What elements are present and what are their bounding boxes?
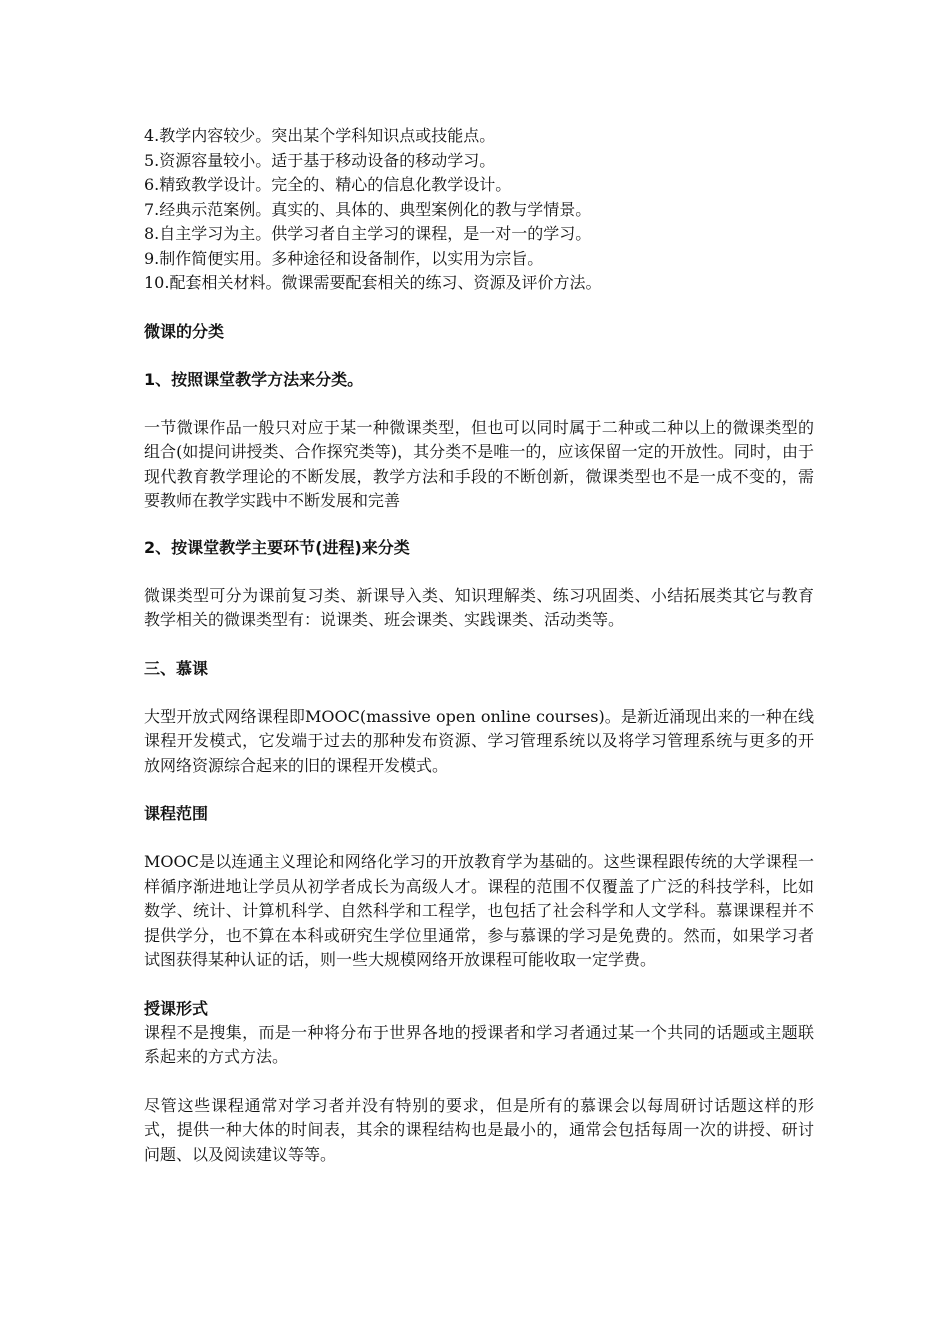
list-item: 8.自主学习为主。供学习者自主学习的课程，是一对一的学习。	[144, 224, 592, 243]
paragraph-scope: MOOC是以连通主义理论和网络化学习的开放教育学为基础的。这些课程跟传统的大学课程一样循序渐进地让学员从初学者成长为高级人才。课程的范围不仅覆盖了广泛的科技学科，比如数学、统计、计算机科学、自然科学和工程学，也包括了社会科学和人文学科。慕课课程并不提供学分，也不算在本科或研究生学位里通常，参与慕课的学习是免费的。然而，如果学习者试图获得某种认证的话，则一些大规模网络开放课程可能收取一定学费。	[144, 852, 814, 969]
paragraph-mooc: 大型开放式网络课程即MOOC(massive open online courses)。是新近涌现出来的一种在线课程开发模式，它发端于过去的那种发布资源、学习管理系统以及将学习管理系统与更多的开放网络资源综合起来的旧的课程开发模式。	[144, 706, 814, 775]
list-item: 6.精致教学设计。完全的、精心的信息化教学设计。	[144, 175, 512, 194]
heading-method: 1、按照课堂教学方法来分类。	[144, 369, 364, 389]
paragraph-process: 微课类型可分为课前复习类、新课导入类、知识理解类、练习巩固类、小结拓展类其它与教育教学相关的微课类型有：说课类、班会课类、实践课类、活动类等。	[144, 585, 814, 629]
paragraph-method: 一节微课作品一般只对应于某一种微课类型，但也可以同时属于二种或二种以上的微课类型的组合(如提问讲授类、合作探究类等)，其分类不是唯一的，应该保留一定的开放性。同时，由于现代教育教学理论的不断发展，教学方法和手段的不断创新，微课类型也不是一成不变的，需要教师在教学实践中不断发展和完善	[144, 417, 814, 510]
list-item: 7.经典示范案例。真实的、具体的、典型案例化的教与学情景。	[144, 199, 592, 219]
paragraph-format-2: 尽管这些课程通常对学习者并没有特别的要求，但是所有的慕课会以每周研讨话题这样的形式，提供一种大体的时间表，其余的课程结构也是最小的，通常会包括每周一次的讲授、研讨问题、以及阅读建议等等。	[144, 1095, 814, 1164]
heading-classification: 微课的分类	[144, 321, 225, 341]
list-item: 10.配套相关材料。微课需要配套相关的练习、资源及评价方法。	[144, 273, 602, 292]
list-item: 4.教学内容较少。突出某个学科知识点或技能点。	[144, 126, 496, 145]
heading-mooc: 三、慕课	[144, 658, 209, 678]
list-item: 9.制作简便实用。多种途径和设备制作，以实用为宗旨。	[144, 248, 544, 268]
features-list	[144, 124, 814, 296]
paragraph-format-1: 课程不是搜集，而是一种将分布于世界各地的授课者和学习者通过某一个共同的话题或主题联系起来的方式方法。	[144, 1022, 814, 1066]
heading-process: 2、按课堂教学主要环节(进程)来分类	[144, 537, 410, 557]
document-content	[144, 124, 814, 1167]
heading-scope: 课程范围	[144, 804, 209, 823]
list-item: 5.资源容量较小。适于基于移动设备的移动学习。	[144, 150, 496, 170]
heading-format: 授课形式	[144, 998, 209, 1018]
